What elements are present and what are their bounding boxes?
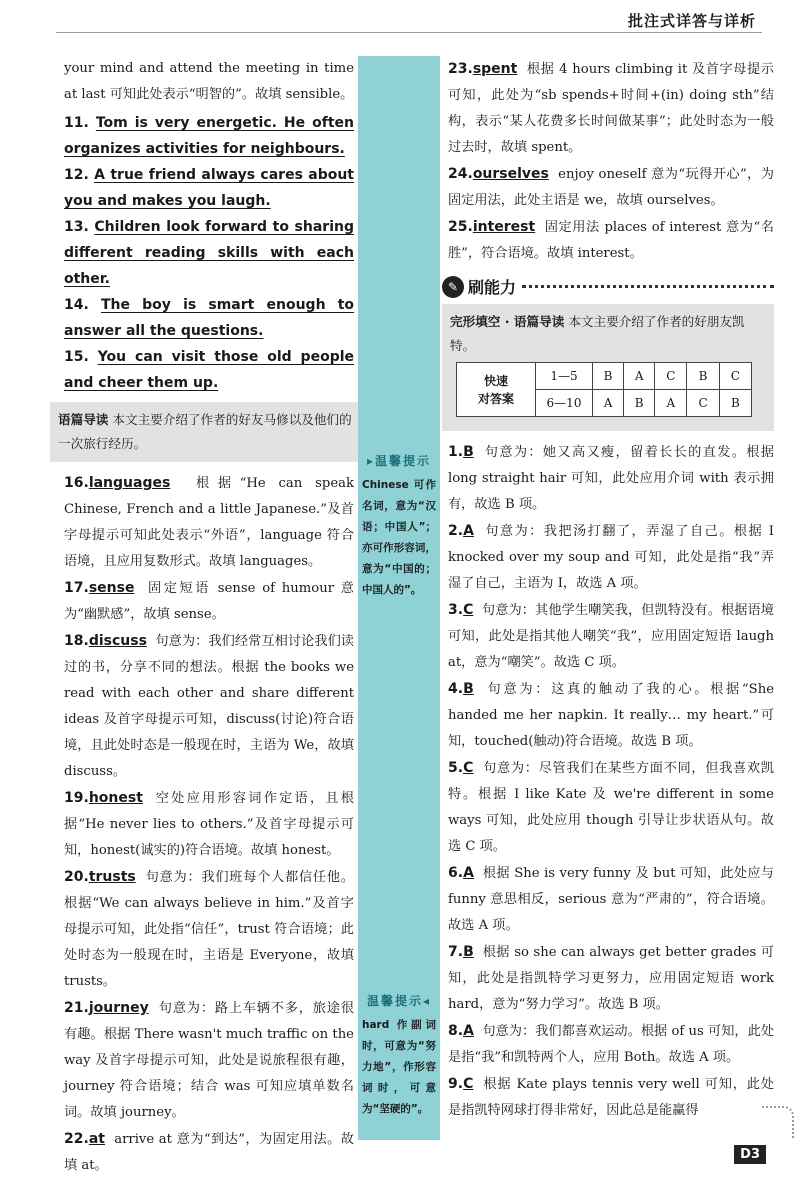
tip-strip bbox=[358, 56, 440, 1140]
cloze-answer-6: 6.A 根据 She is very funny 及 but 可知，此处应与 funny 意思相反，serious 意为“严肃的”，符合语境。故选 A 项。 bbox=[448, 865, 774, 933]
sentence-item: 14. The boy is smart enough to answer all the questions. bbox=[64, 297, 355, 339]
cloze-answer-5: 5.C 句意为：尽管我们在某些方面不同，但我喜欢凯特。根据 I like Kate 及 we're different in some ways 可知，此处应用 though 引导让步状语从句。故选 C 项。 bbox=[448, 760, 774, 854]
answer-item-25: 25.interest 固定用法 places of interest 意为“名胜”，符合语境。故填 interest。 bbox=[448, 219, 774, 261]
cloze-guide-box bbox=[442, 304, 774, 431]
cloze-answer-3: 3.C 句意为：其他学生嘲笑我，但凯特没有。根据语境可知，此处是指其他人嘲笑“我”，应用固定短语 laugh at，意为“嘲笑”。故选 C 项。 bbox=[448, 602, 774, 670]
tip-title: 温馨提示 bbox=[366, 994, 423, 1008]
tip-box-2 bbox=[358, 992, 440, 1120]
answer-item-18: 18.discuss 句意为：我们经常互相讨论我们读过的书，分享不同的想法。根据 the books we read with each other and share different ideas 及首字母提示可知，discuss(讨论)符合语境，且此处时态是一般现在时，主语为 We，故填 discuss。 bbox=[64, 633, 354, 779]
cloze-answer-2: 2.A 句意为：我把汤打翻了，弄湿了自己。根据 I knocked over my soup and 可知，此处是指“我”弄湿了自己，主语为 I，故选 A 项。 bbox=[448, 523, 774, 591]
tip-text: Chinese 可作名词，意为“汉语；中国人”；亦可作形容词，意为“中国的；中国人的”。 bbox=[362, 479, 436, 596]
pencil-icon: ✎ bbox=[442, 276, 464, 298]
dotted-rule bbox=[522, 285, 774, 288]
cloze-answer-9: 9.C 根据 Kate plays tennis very well 可知，此处是指凯特网球打得非常好，因此总是能赢得 bbox=[448, 1076, 774, 1118]
section-header bbox=[442, 275, 774, 298]
reading-guide-box bbox=[50, 402, 360, 462]
corner-decoration bbox=[762, 1106, 794, 1138]
arrow-right-icon: ◂ bbox=[422, 994, 432, 1008]
answer-item-16: 16.languages 根据“He can speak Chinese, French and a little Japanese.”及首字母提示可知此处表示“外语”，language 符合语境，且应用复数形式。故填 languages。 bbox=[64, 475, 354, 569]
section-title: 刷能力 bbox=[468, 278, 517, 297]
guide-label: 完形填空 · 语篇导读 bbox=[450, 314, 565, 329]
answer-item-21: 21.journey 句意为：路上车辆不多，旅途很有趣。根据 There wasn't much traffic on the way 及首字母提示可知，此处是说旅程很有趣，journey 符合语境；结合 was 可知应填单数名词。故填 journey。 bbox=[64, 1000, 355, 1120]
answer-item-24: 24.ourselves enjoy oneself 意为“玩得开心”，为固定用法，此处主语是 we，故填 ourselves。 bbox=[448, 166, 774, 208]
quick-answer-table: 快速 对答案 1—5 B A C B C 6—10 A B A C B bbox=[456, 362, 752, 417]
sentence-item: 11. Tom is very energetic. He often organizes activities for neighbours. bbox=[64, 115, 354, 157]
cloze-answer-7: 7.B 根据 so she can always get better grades 可知，此处是指凯特学习更努力，应用固定短语 work hard，意为“努力学习”。故选 B 项。 bbox=[448, 944, 774, 1012]
answer-item-22: 22.at arrive at 意为“到达”，为固定用法。故填 at。 bbox=[64, 1131, 354, 1173]
tip-text: hard 作副词时，可意为“努力地”，作形容词时，可意为“坚硬的”。 bbox=[362, 1019, 436, 1115]
page-header-title: 批注式详答与详析 bbox=[627, 12, 756, 30]
answer-item-20: 20.trusts 句意为：我们班每个人都信任他。根据“We can always believe in him.”及首字母提示可知，此处指“信任”，trust 符合语境；此处时态为一般现在时，主语是 Everyone，故填 trusts。 bbox=[64, 869, 355, 989]
cloze-answer-4: 4.B 句意为：这真的触动了我的心。根据“She handed me her napkin. It really… my heart.”可知，touched(触动)符合语境。故选 B 项。 bbox=[448, 681, 774, 749]
tip-box-1 bbox=[358, 452, 440, 601]
guide-text: 本文主要介绍了作者的好友马修以及他们的一次旅行经历。 bbox=[58, 412, 352, 451]
sentence-item: 12. A true friend always cares about you and makes you laugh. bbox=[64, 167, 355, 209]
sentence-item: 13. Children look forward to sharing different reading skills with each other. bbox=[64, 219, 354, 287]
page-number: D3 bbox=[734, 1145, 766, 1164]
cloze-answer-8: 8.A 句意为：我们都喜欢运动。根据 of us 可知，此处是指“我”和凯特两个人，应用 Both。故选 A 项。 bbox=[448, 1023, 775, 1065]
sentence-list bbox=[64, 110, 354, 396]
guide-label: 语篇导读 bbox=[58, 412, 109, 427]
left-column bbox=[58, 56, 355, 1179]
tip-title: 温馨提示 bbox=[375, 454, 432, 468]
answer-item-19: 19.honest 空处应用形容词作定语，且根据“He never lies to others.”及首字母提示可知，honest(诚实的)符合语境。故填 honest。 bbox=[64, 790, 354, 858]
arrow-left-icon: ▸ bbox=[366, 454, 375, 468]
cloze-answer-1: 1.B 句意为：她又高又瘦，留着长长的直发。根据 long straight hair 可知，此处应用介词 with 表示拥有，故选 B 项。 bbox=[448, 444, 774, 512]
answer-item-17: 17.sense 固定短语 sense of humour 意为“幽默感”，故填 sense。 bbox=[64, 580, 354, 622]
quick-label: 快速 对答案 bbox=[457, 363, 536, 417]
header-divider bbox=[56, 32, 762, 33]
right-column bbox=[448, 56, 774, 1124]
guide-text: 本文主要介绍了作者的好朋友凯特。 bbox=[450, 314, 745, 353]
intro-paragraph: your mind and attend the meeting in time at last 可知此处表示“明智的”。故填 sensible。 bbox=[64, 61, 354, 102]
sentence-item: 15. You can visit those old people and cheer them up. bbox=[64, 349, 355, 391]
answer-item-23: 23.spent 根据 4 hours climbing it 及首字母提示可知，此处为“sb spends+时间+(in) doing sth”结构，表示“某人花费多长时间做某事”；此处时态为一般过去时，故填 spent。 bbox=[448, 61, 774, 155]
